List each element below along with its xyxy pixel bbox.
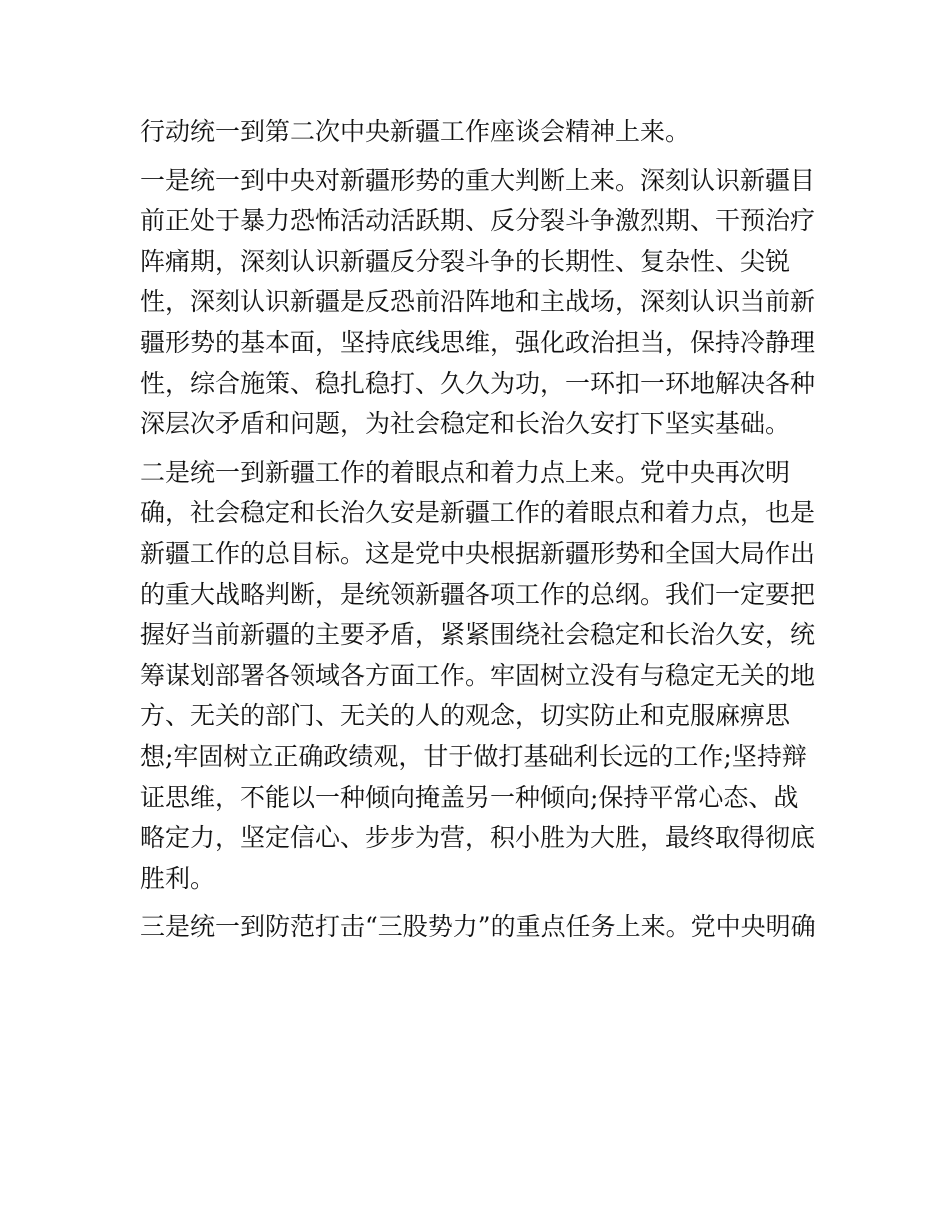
paragraph-gap (140, 445, 820, 453)
text-line: 二是统一到新疆工作的着眼点和着力点上来。党中央再次明 (140, 457, 791, 487)
text-line: 想;牢固树立正确政绩观，甘于做打基础利长远的工作;坚持辩 (140, 741, 807, 771)
text-line: 证思维，不能以一种倾向掩盖另一种倾向;保持平常心态、战 (140, 782, 799, 812)
paragraph-3 (140, 453, 820, 900)
text-line: 性，综合施策、稳扎稳打、久久为功，一环扣一环地解决各种 (140, 368, 816, 398)
paragraph-1 (140, 112, 820, 153)
paragraph-gap (140, 899, 820, 907)
text-line: 三是统一到防范打击“三股势力”的重点任务上来。党中央明确 (140, 912, 816, 942)
text-line: 性，深刻认识新疆是反恐前沿阵地和主战场，深刻认识当前新 (140, 287, 816, 317)
text-line: 前正处于暴力恐怖活动活跃期、反分裂斗争激烈期、干预治疗 (140, 206, 816, 236)
text-line: 确，社会稳定和长治久安是新疆工作的着眼点和着力点，也是 (140, 498, 816, 528)
text-line: 握好当前新疆的主要矛盾，紧紧围绕社会稳定和长治久安，统 (140, 620, 816, 650)
paragraph-2 (140, 161, 820, 445)
body-text (140, 112, 820, 948)
text-line: 胜利。 (140, 863, 216, 893)
text-line: 方、无关的部门、无关的人的观念，切实防止和克服麻痹思 (140, 701, 791, 731)
text-line: 阵痛期，深刻认识新疆反分裂斗争的长期性、复杂性、尖锐 (140, 246, 791, 276)
text-line: 疆形势的基本面，坚持底线思维，强化政治担当，保持冷静理 (140, 327, 816, 357)
text-line: 一是统一到中央对新疆形势的重大判断上来。深刻认识新疆目 (140, 165, 816, 195)
text-line: 略定力，坚定信心、步步为营，积小胜为大胜，最终取得彻底 (140, 823, 816, 853)
paragraph-4 (140, 907, 820, 948)
text-line: 深层次矛盾和问题，为社会稳定和长治久安打下坚实基础。 (140, 409, 791, 439)
text-line: 的重大战略判断，是统领新疆各项工作的总纲。我们一定要把 (140, 579, 816, 609)
text-line: 筹谋划部署各领域各方面工作。牢固树立没有与稳定无关的地 (140, 660, 816, 690)
text-line: 行动统一到第二次中央新疆工作座谈会精神上来。 (140, 117, 691, 146)
paragraph-gap (140, 153, 820, 161)
text-line: 新疆工作的总目标。这是党中央根据新疆形势和全国大局作出 (140, 538, 816, 568)
